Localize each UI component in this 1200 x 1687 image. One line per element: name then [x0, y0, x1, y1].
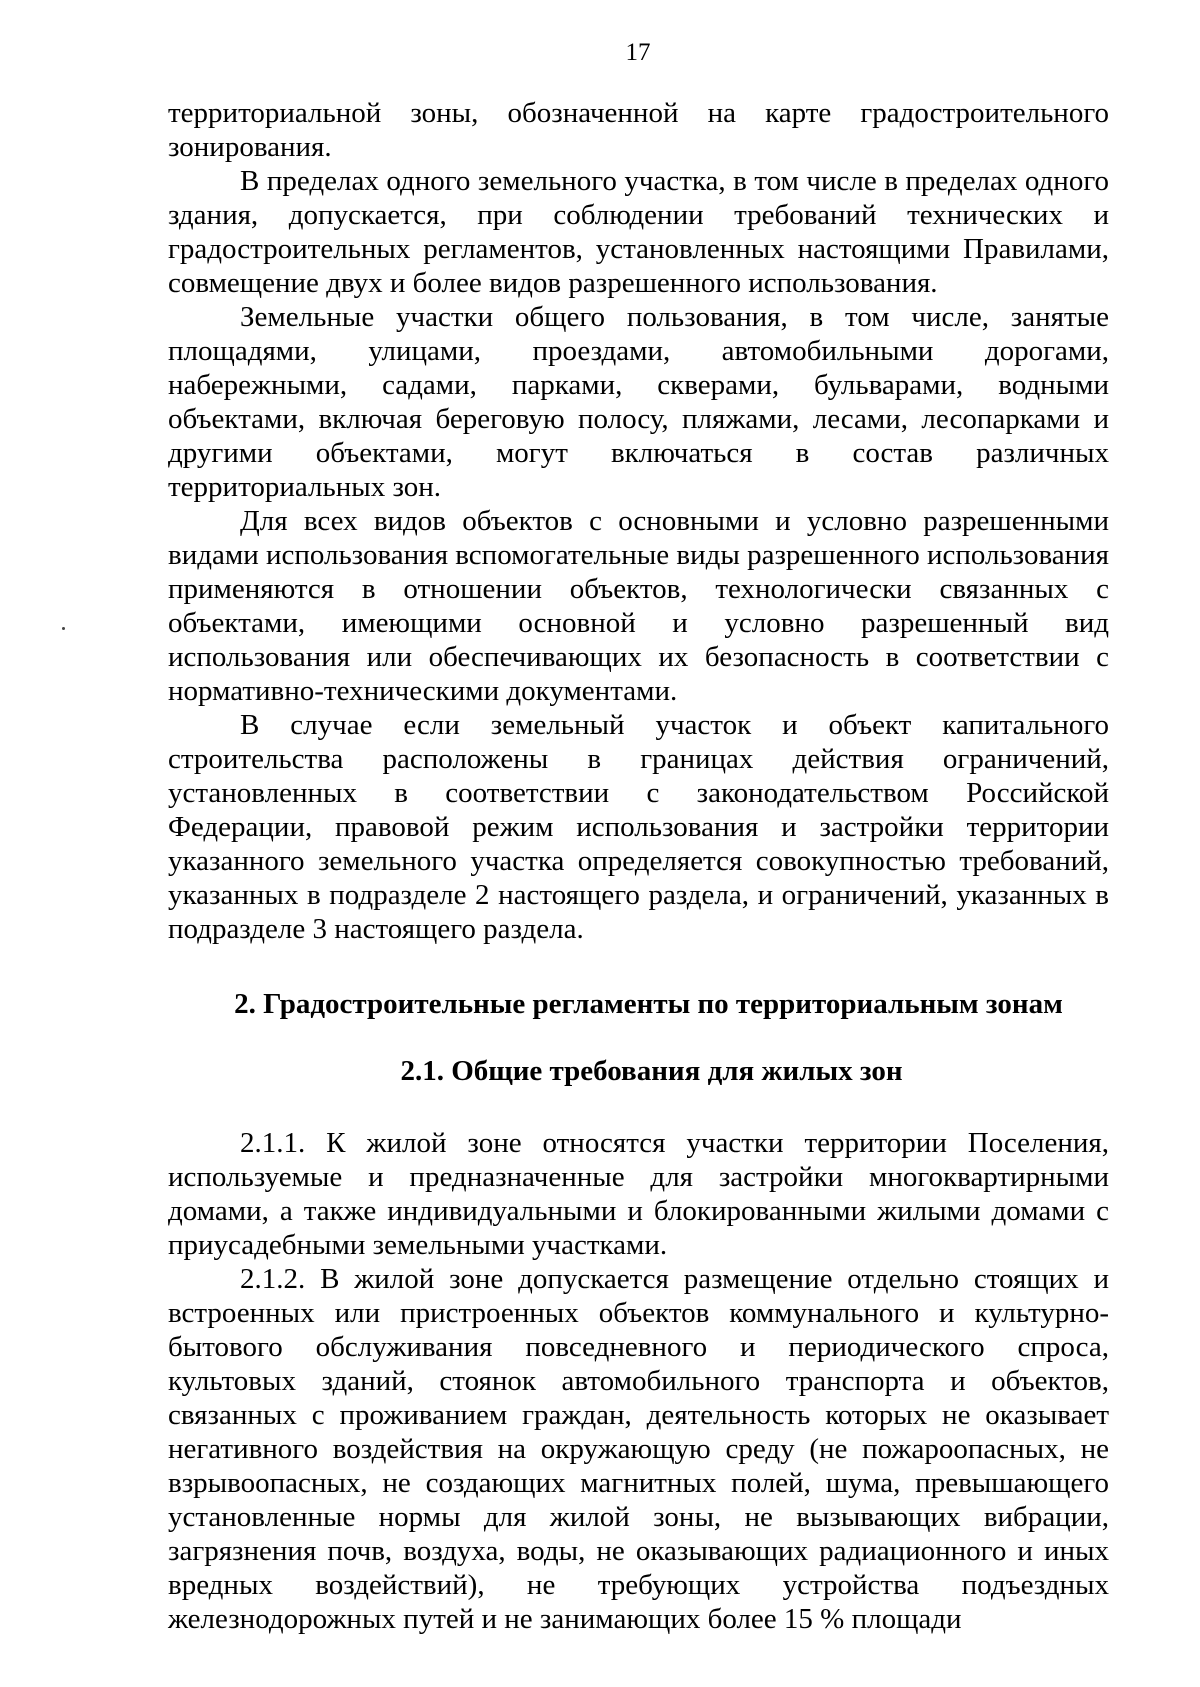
- page-number: 17: [625, 39, 651, 66]
- scan-mark: [62, 627, 65, 630]
- document-body: [168, 96, 1109, 1636]
- paragraph-2-1-2: 2.1.2. В жилой зоне допускается размещение отдельно стоящих и встроенных или пристроенных объектов коммунального и культурно-бытового обслуживания повседневного и периодического спроса, культовых зданий, стоянок автомобильного транспорта и объектов, связанных с проживанием граждан, деятельность которых не оказывает негативного воздействия на окружающую среду (не пожароопасных, не взрывоопасных, не создающих магнитных полей, шума, превышающего установленные нормы для жилой зоны, не вызывающих вибрации, загрязнения почв, воздуха, воды, не оказывающих радиационного и иных вредных воздействий), не требующих устройства подъездных железнодорожных путей и не занимающих более 15 % площади: [168, 1263, 1109, 1635]
- paragraph: Для всех видов объектов с основными и условно разрешенными видами использования вспомогательные виды разрешенного использования применяются в отношении объектов, технологически связанных с объектами, имеющими основной и условно разрешенный вид использования или обеспечивающих их безопасность в соответствии с нормативно-техническими документами.: [168, 505, 1110, 707]
- subsection-heading: 2.1. Общие требования для жилых зон: [400, 1055, 903, 1087]
- paragraph: территориальной зоны, обозначенной на карте градостроительного зонирования.: [168, 97, 1109, 163]
- section-heading: 2. Градостроительные регламенты по территориальным зонам: [234, 988, 1063, 1020]
- paragraph-2-1-1: 2.1.1. К жилой зоне относятся участки территории Поселения, используемые и предназначенные для застройки многоквартирными домами, а также индивидуальными и блокированными жилыми домами с приусадебными земельными участками.: [168, 1127, 1109, 1261]
- paragraph: В случае если земельный участок и объект капитального строительства расположены в границах действия ограничений, установленных в соответствии с законодательством Российской Федерации, правовой режим использования и застройки территории указанного земельного участка определяется совокупностью требований, указанных в подразделе 2 настоящего раздела, и ограничений, указанных в подразделе 3 настоящего раздела.: [168, 709, 1109, 945]
- paragraph: В пределах одного земельного участка, в том числе в пределах одного здания, допускается, при соблюдении требований технических и градостроительных регламентов, установленных настоящими Правилами, совмещение двух и более видов разрешенного использования.: [168, 165, 1109, 299]
- paragraph: Земельные участки общего пользования, в том числе, занятые площадями, улицами, проездами, автомобильными дорогами, набережными, садами, парками, скверами, бульварами, водными объектами, включая береговую полосу, пляжами, лесами, лесопарками и другими объектами, могут включаться в состав различных территориальных зон.: [168, 301, 1109, 503]
